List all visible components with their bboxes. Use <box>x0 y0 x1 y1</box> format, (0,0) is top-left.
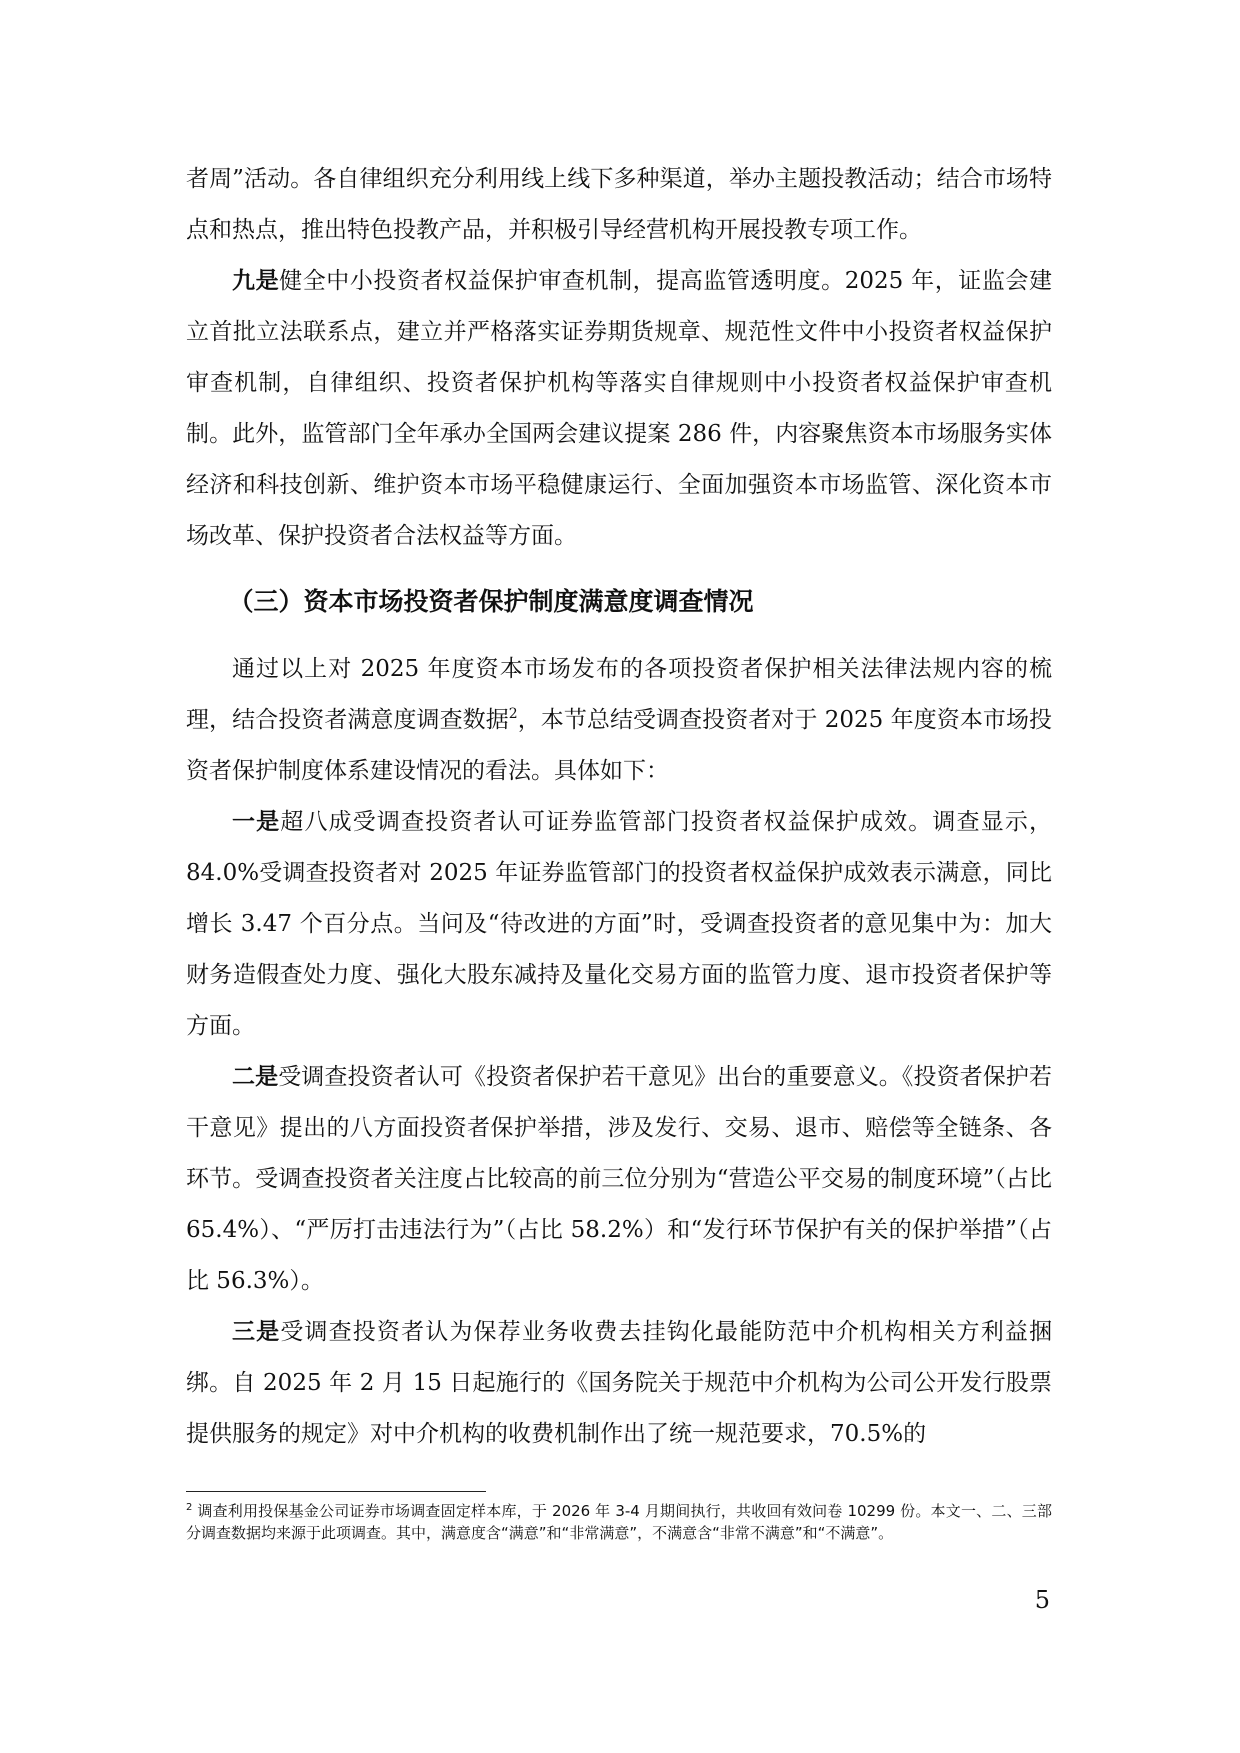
paragraph-second <box>186 1052 1052 1307</box>
paragraph-ninth <box>186 256 1052 562</box>
paragraph-lead: 九是 <box>232 268 280 294</box>
section-heading: （三）资本市场投资者保护制度满意度调查情况 <box>228 587 754 616</box>
page-number: 5 <box>1034 1586 1050 1614</box>
footnote <box>186 1500 1052 1544</box>
paragraph-text: 受调查投资者认为保荐业务收费去挂钩化最能防范中介机构相关方利益捆绑。自 2025 年 2 月 15 日起施行的《国务院关于规范中介机构为公司公开发行股票提供服务的规定》对中介机构的收费机制作出了统一规范要求，70.5%的 <box>186 1319 1053 1447</box>
paragraph-text: 超八成受调查投资者认可证券监管部门投资者权益保护成效。调查显示，84.0%受调查投资者对 2025 年证券监管部门的投资者权益保护成效表示满意，同比增长 3.47 个百分点。当问及“待改进的方面”时，受调查投资者的意见集中为：加大财务造假查处力度、强化大股东减持及量化交易方面的监管力度、退市投资者保护等方面。 <box>186 809 1053 1039</box>
footnote-text: 调查利用投保基金公司证券市场调查固定样本库，于 2026 年 3-4 月期间执行，共收回有效问卷 10299 份。本文一、二、三部分调查数据均来源于此项调查。其中，满意度含“满意”和“非常满意”，不满意含“非常不满意”和“不满意”。 <box>186 1502 1052 1542</box>
paragraph-intro <box>186 644 1052 797</box>
paragraph-continued <box>186 154 1052 256</box>
footnote-divider <box>186 1491 486 1492</box>
paragraph-third <box>186 1307 1052 1460</box>
paragraph-text: 健全中小投资者权益保护审查机制，提高监管透明度。2025 年，证监会建立首批立法联系点，建立并严格落实证券期货规章、规范性文件中小投资者权益保护审查机制，自律组织、投资者保护机构等落实自律规则中小投资者权益保护审查机制。此外，监管部门全年承办全国两会建议提案 286 件，内容聚焦资本市场服务实体经济和科技创新、维护资本市场平稳健康运行、全面加强资本市场监管、深化资本市场改革、保护投资者合法权益等方面。 <box>186 268 1052 549</box>
paragraph-lead: 二是 <box>232 1064 279 1090</box>
paragraph-text: 受调查投资者认可《投资者保护若干意见》出台的重要意义。《投资者保护若干意见》提出的八方面投资者保护举措，涉及发行、交易、退市、赔偿等全链条、各环节。受调查投资者关注度占比较高的前三位分别为“营造公平交易的制度环境”（占比 65.4%）、“严厉打击违法行为”（占比 58.2%）和“发行环节保护有关的保护举措”（占比 56.3%）。 <box>186 1064 1053 1294</box>
paragraph-text: 通过以上对 2025 年度资本市场发布的各项投资者保护相关法律法规内容的梳理，结合投资者满意度调查数据 <box>186 656 1052 733</box>
paragraph-text: 者周”活动。各自律组织充分利用线上线下多种渠道，举办主题投教活动；结合市场特点和热点，推出特色投教产品，并积极引导经营机构开展投教专项工作。 <box>186 166 1052 243</box>
footnote-ref: 2 <box>508 706 518 722</box>
paragraph-first <box>186 797 1052 1052</box>
body-text <box>186 154 1052 1460</box>
footnote-marker: 2 <box>186 1502 193 1513</box>
paragraph-text: ，本节总结受调查投资者对于 2025 年度资本市场投资者保护制度体系建设情况的看法。具体如下： <box>186 707 1053 784</box>
paragraph-lead: 一是 <box>232 809 281 835</box>
paragraph-lead: 三是 <box>232 1319 281 1345</box>
